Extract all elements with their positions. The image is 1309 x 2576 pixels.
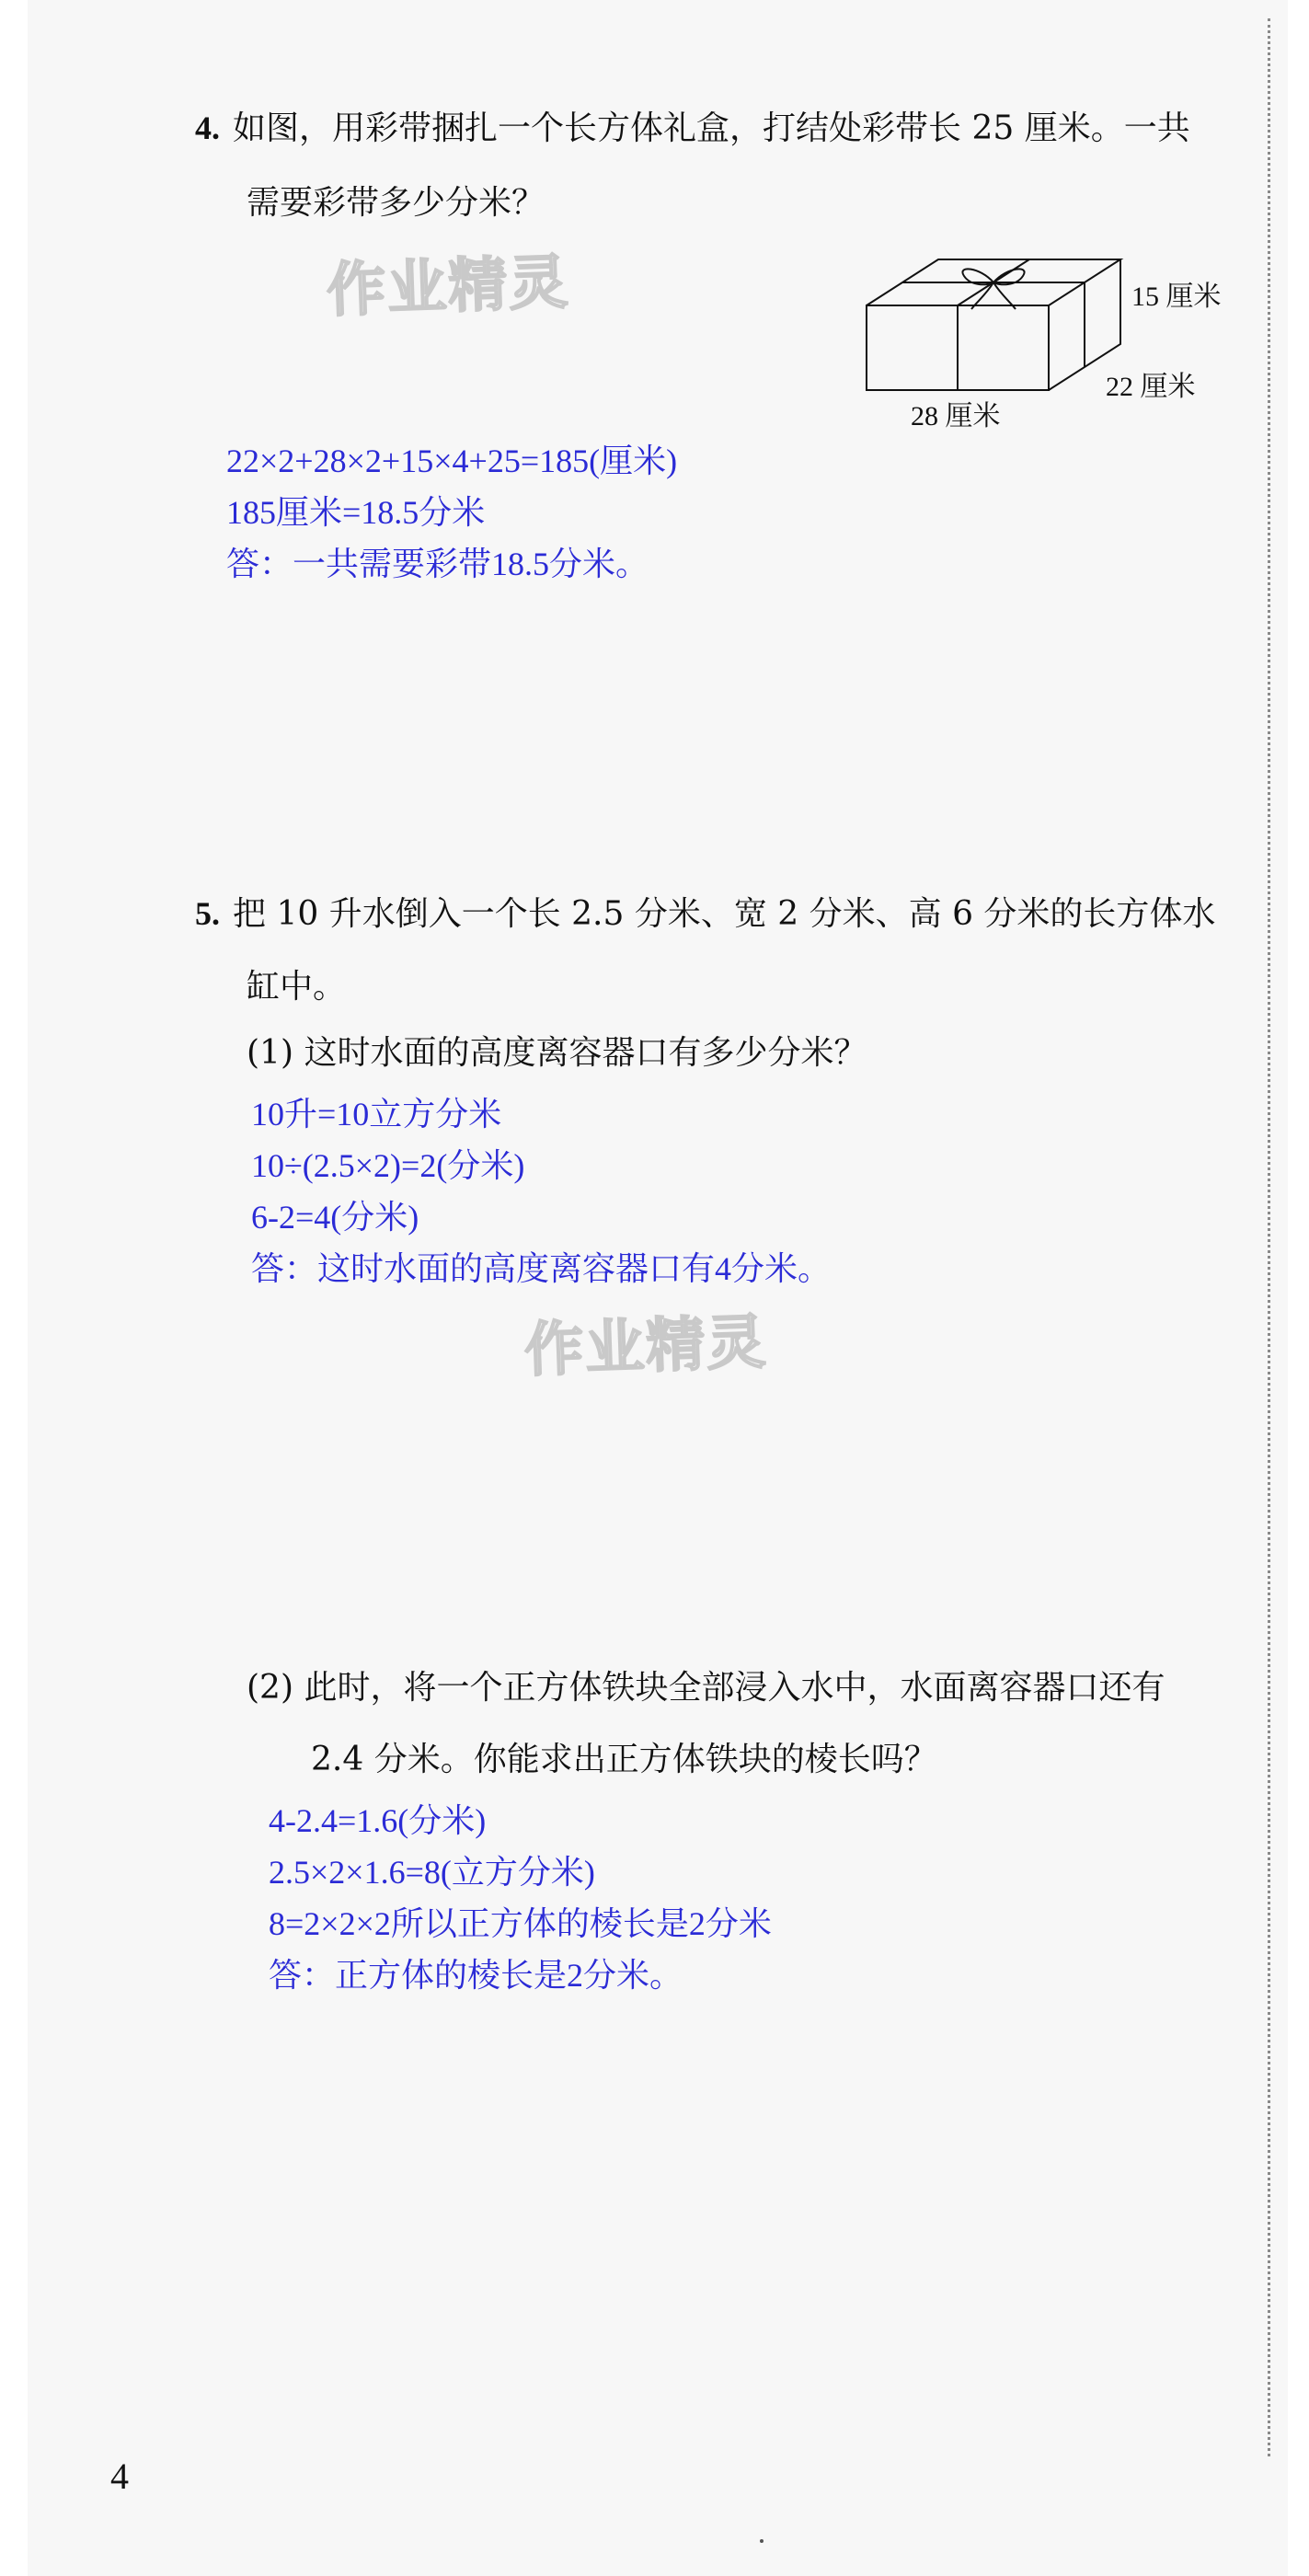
length-label: 28 厘米 (911, 401, 1001, 431)
q5-part2-question-line1: (2) 此时，将一个正方体铁块全部浸入水中，水面离容器口还有 (247, 1669, 1165, 1707)
q5-part2-question-line2: 2.4 分米。你能求出正方体铁块的棱长吗？ (311, 1741, 937, 1778)
q5-part2-answer-line4: 答：正方体的棱长是2分米。 (269, 1957, 683, 1994)
q4-text-line2: 需要彩带多少分米？ (247, 184, 545, 222)
page-number: 4 (110, 2455, 129, 2497)
gift-box-figure (855, 248, 1279, 442)
q5-part1-answer-line4: 答：这时水面的高度离容器口有4分米。 (251, 1250, 832, 1287)
q5-line1: 把 10 升水倒入一个长 2.5 分米、宽 2 分米、高 6 分米的长方体水 (233, 895, 1216, 933)
q4-answer-line1: 22×2+28×2+15×4+25=185(厘米) (226, 443, 678, 479)
q5-part1-question: (1) 这时水面的高度离容器口有多少分米？ (247, 1034, 867, 1072)
q5-part2-answer-line2: 2.5×2×1.6=8(立方分米) (269, 1854, 595, 1891)
q5-text-line2: 缸中。 (247, 968, 347, 1006)
q4-text-line1 (195, 107, 1190, 150)
q5-part1-answer-line1: 10升=10立方分米 (251, 1096, 502, 1133)
q5-part1-answer-line2: 10÷(2.5×2)=2(分米) (251, 1147, 525, 1184)
q5-part1-answer-line3: 6-2=4(分米) (251, 1199, 419, 1236)
q4-answer-line2: 185厘米=18.5分米 (226, 494, 486, 531)
print-dot (760, 2539, 764, 2543)
watermark-2: 作业精灵 (522, 1308, 769, 1386)
q5-part2-answer-line1: 4-2.4=1.6(分米) (269, 1802, 487, 1839)
q4-answer-line3: 答：一共需要彩带18.5分米。 (226, 546, 649, 582)
width-label: 22 厘米 (1106, 372, 1196, 402)
q5-number: 5. (195, 895, 220, 932)
q4-number: 4. (195, 109, 220, 146)
q4-line1: 如图，用彩带捆扎一个长方体礼盒，打结处彩带长 25 厘米。一共 (233, 109, 1190, 147)
q5-text-line1 (195, 892, 1215, 936)
height-label: 15 厘米 (1131, 282, 1222, 312)
watermark: 作业精灵 (325, 248, 571, 326)
q5-part2-answer-line3: 8=2×2×2所以正方体的棱长是2分米 (269, 1905, 772, 1942)
